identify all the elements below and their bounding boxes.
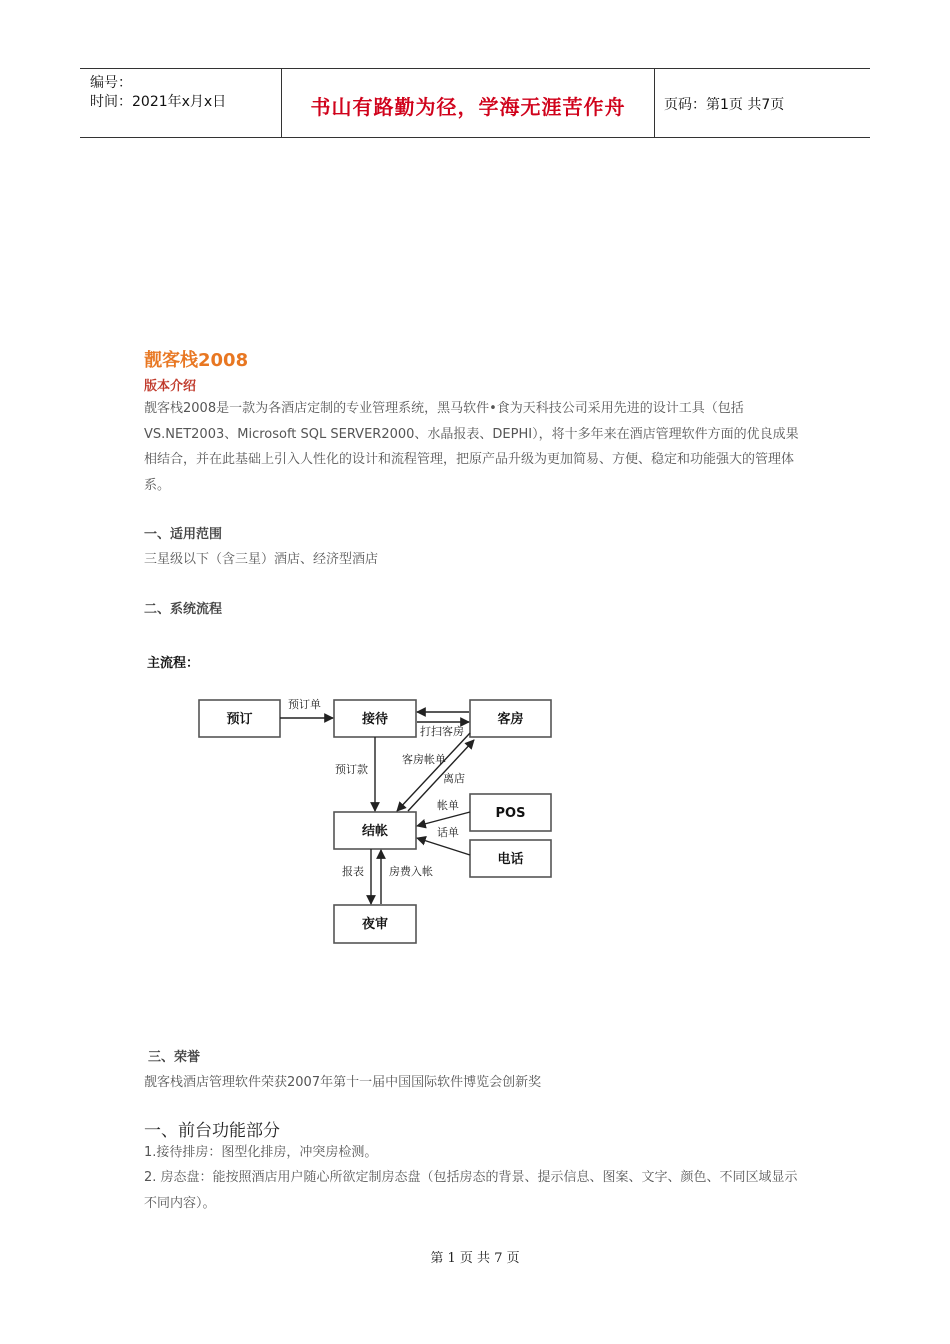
node-booking-label: 预订	[226, 712, 253, 727]
date-line: 时间：2021年x月x日	[90, 94, 227, 110]
node-checkout-label: 结帐	[361, 824, 389, 839]
edge-label-bill: 帐单	[437, 799, 459, 812]
page-info: 页码：第1页 共7页	[664, 97, 785, 113]
edge-label-clean-room: 打扫客房	[420, 725, 464, 738]
node-phone-label: 电话	[497, 852, 524, 867]
edge-label-room-fee: 房费入帐	[389, 865, 433, 878]
motto: 书山有路勤为径，学海无涯苦作舟	[310, 95, 626, 119]
edge-label-booking-order: 预订单	[288, 698, 321, 711]
node-room-label: 客房	[497, 712, 524, 727]
edge-label-leave: 离店	[443, 772, 465, 785]
product-title: 靓客栈2008	[144, 350, 249, 371]
node-pos	[470, 794, 551, 831]
edge-label-room-account: 客房帐单	[402, 753, 446, 766]
honor-heading: 三、荣誉	[148, 1050, 201, 1065]
node-pos-label: POS	[495, 806, 526, 821]
scope-heading: 一、适用范围	[144, 527, 223, 542]
version-subtitle: 版本介绍	[144, 379, 197, 394]
node-phone	[470, 840, 551, 877]
node-night-audit-label: 夜审	[361, 917, 389, 932]
honor-text: 靓客栈酒店管理软件荣获2007年第十一届中国国际软件博览会创新奖	[144, 1075, 542, 1090]
edge-phone-checkout	[417, 838, 470, 855]
edge-label-report: 报表	[342, 865, 364, 878]
front-desk-item: 1.接待排房：图型化排房，冲突房检测。	[144, 1145, 378, 1160]
edge-label-deposit: 预订款	[335, 763, 368, 776]
edge-pos-checkout	[417, 812, 470, 826]
node-reception-label: 接待	[361, 712, 389, 727]
scope-text: 三星级以下（含三星）酒店、经济型酒店	[144, 552, 379, 567]
number-label: 编号：	[90, 75, 132, 91]
front-desk-item: 2. 房态盘：能按照酒店用户随心所欲定制房态盘（包括房态的背景、提示信息、图案、文字、颜色、不同区域显示不同内容）。	[144, 1170, 798, 1211]
intro-paragraph: 靓客栈2008是一款为各酒店定制的专业管理系统，黑马软件•食为天科技公司采用先进的设计工具（包括VS.NET2003、Microsoft SQL SERVER2000、水晶报表、DEPHI），将十多年来在酒店管理软件方面的优良成果相结合，并在此基础上引入人性化的设计和流程管理，把原产品升级为更加简易、方便、稳定和功能强大的管理体系。	[144, 401, 799, 493]
node-reception	[334, 700, 416, 737]
diagram-title: 主流程：	[147, 656, 200, 671]
node-room	[470, 700, 551, 737]
page-footer: 第 1 页 共 7 页	[430, 1251, 520, 1266]
node-checkout	[334, 812, 416, 849]
node-night-audit	[334, 905, 416, 943]
flow-heading: 二、系统流程	[144, 602, 223, 617]
edge-label-call-bill: 话单	[437, 826, 459, 839]
node-booking	[199, 700, 280, 737]
front-desk-heading: 一、前台功能部分	[144, 1121, 280, 1141]
